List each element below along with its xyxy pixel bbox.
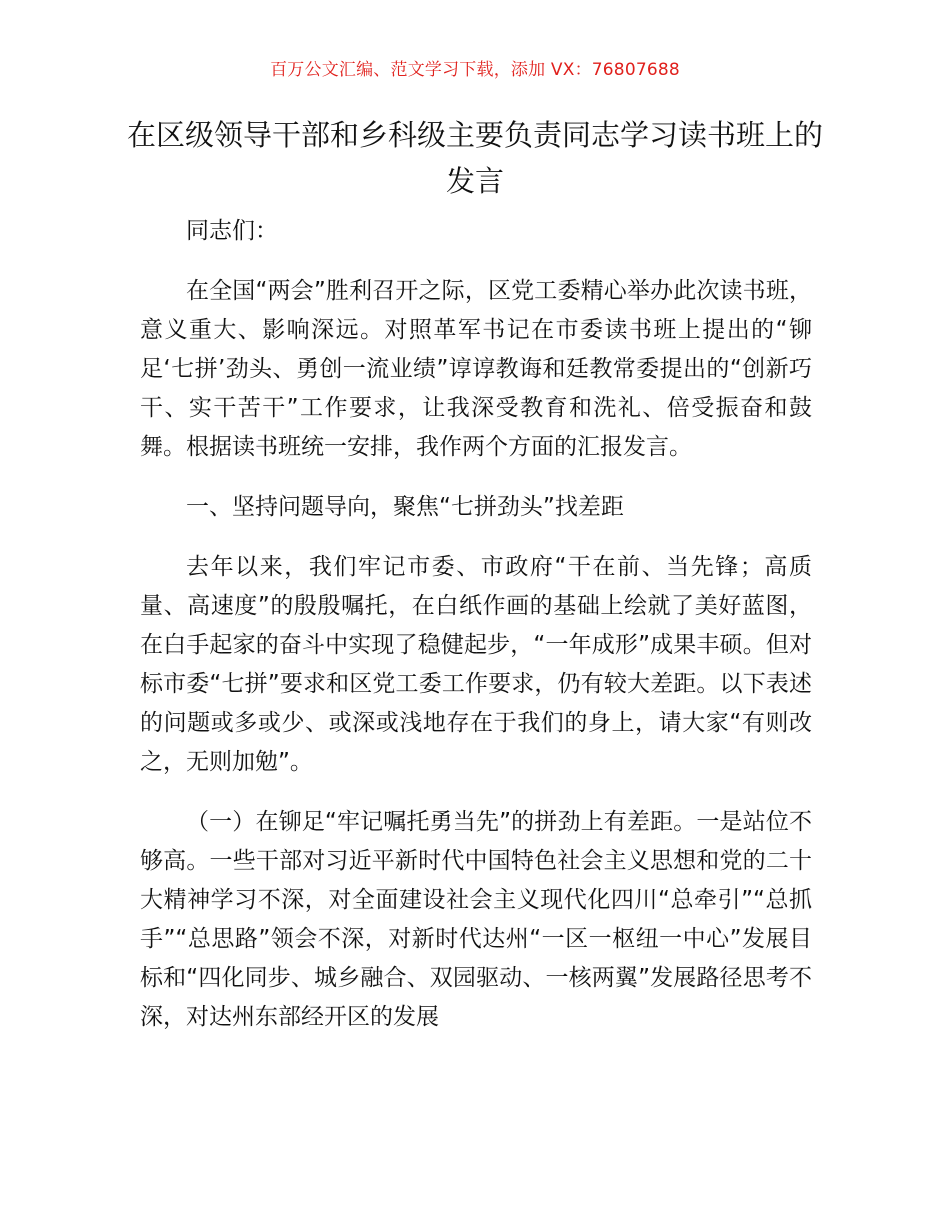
paragraph-gap-overview: 去年以来，我们牢记市委、市政府“干在前、当先锋；高质量、高速度”的殷殷嘱托，在白纸作画的基础上绘就了美好蓝图，在白手起家的奋斗中实现了稳健起步，“一年成形”成果丰硕。但对标市委“七拼”要求和区党工委工作要求，仍有较大差距。以下表述的问题或多或少、或深或浅地存在于我们的身上，请大家“有则改之，无则加勉”。 (140, 554, 812, 775)
section-heading-1: 一、坚持问题导向，聚焦“七拼劲头”找差距 (186, 494, 624, 520)
salutation: 同志们： (186, 218, 278, 244)
header-note: 百万公文汇编、范文学习下载，添加 VX：76807688 (270, 60, 680, 80)
paragraph-subsection-1: （一）在铆足“牢记嘱托勇当先”的拼劲上有差距。一是站位不够高。一些干部对习近平新时代中国特色社会主义思想和党的二十大精神学习不深，对全面建设社会主义现代化四川“总牵引”“总抓手”“总思路”领会不深，对新时代达州“一区一枢纽一中心”发展目标和“四化同步、城乡融合、双园驱动、一核两翼”发展路径思考不深，对达州东部经开区的发展 (140, 809, 812, 1030)
document-body (140, 212, 812, 1058)
paragraph-intro: 在全国“两会”胜利召开之际，区党工委精心举办此次读书班，意义重大、影响深远。对照革军书记在市委读书班上提出的“铆足‘七拼’劲头、勇创一流业绩”谆谆教诲和廷教常委提出的“创新巧干、实干苦干”工作要求，让我深受教育和洗礼、倍受振奋和鼓舞。根据读书班统一安排，我作两个方面的汇报发言。 (140, 278, 812, 460)
document-title: 在区级领导干部和乡科级主要负责同志学习读书班上的发言 (126, 118, 823, 198)
